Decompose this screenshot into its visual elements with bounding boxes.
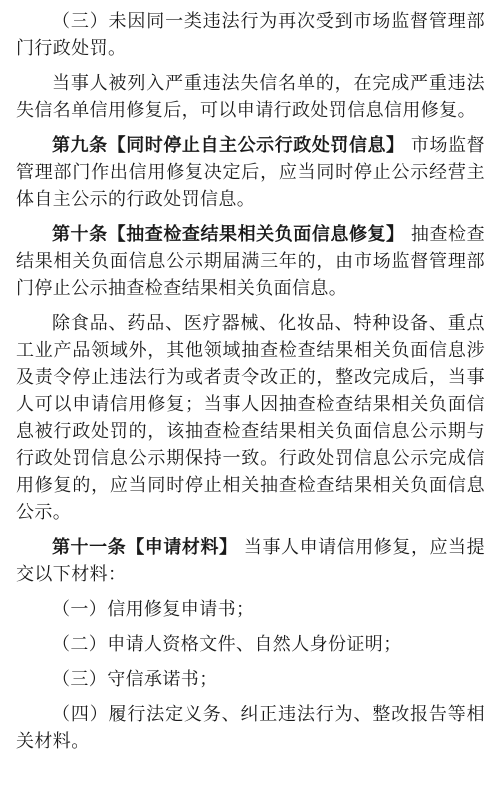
article-heading: 第九条【同时停止自主公示行政处罚信息】 bbox=[52, 135, 405, 156]
list-item bbox=[16, 666, 485, 693]
article-10 bbox=[16, 221, 485, 302]
article-11 bbox=[16, 534, 485, 588]
article-heading: 第十一条【申请材料】 bbox=[52, 537, 238, 558]
article-heading: 第十条【抽查检查结果相关负面信息修复】 bbox=[52, 224, 405, 245]
paragraph-text: 当事人被列入严重违法失信名单的，在完成严重违法失信名单信用修复后，可以申请行政处罚信息信用修复。 bbox=[16, 73, 485, 121]
list-item bbox=[16, 701, 485, 755]
list-item-text: （四）履行法定义务、纠正违法行为、整改报告等相关材料。 bbox=[16, 704, 485, 752]
article-9 bbox=[16, 132, 485, 213]
paragraph-text: （三）未因同一类违法行为再次受到市场监督管理部门行政处罚。 bbox=[16, 11, 485, 59]
paragraph-text: 除食品、药品、医疗器械、化妆品、特种设备、重点工业产品领域外，其他领域抽查检查结果相关负面信息涉及责令停止违法行为或者责令改正的，整改完成后，当事人可以申请信用修复；当事人因抽查检查结果相关负面信息被行政处罚的，该抽查检查结果相关负面信息公示期与行政处罚信息公示期保持一致。行政处罚信息公示完成信用修复的，应当同时停止相关抽查检查结果相关负面信息公示。 bbox=[16, 313, 485, 523]
paragraph-text: 当事人申请信用修复，应当提交以下材料： bbox=[16, 537, 486, 585]
list-item-text: （一）信用修复申请书； bbox=[52, 599, 255, 620]
paragraph-clause-3 bbox=[16, 8, 485, 62]
paragraph-text: 抽查检查结果相关负面信息公示期届满三年的，由市场监督管理部门停止公示抽查检查结果相关负面信息。 bbox=[16, 224, 485, 299]
list-item-text: （二）申请人资格文件、自然人身份证明； bbox=[52, 634, 402, 655]
paragraph-serious-list-note bbox=[16, 70, 485, 124]
list-item bbox=[16, 631, 485, 658]
paragraph-exceptions bbox=[16, 310, 485, 526]
paragraph-text: 市场监督管理部门作出信用修复决定后，应当同时停止公示经营主体自主公示的行政处罚信息。 bbox=[16, 135, 485, 210]
list-item bbox=[16, 596, 485, 623]
list-item-text: （三）守信承诺书； bbox=[52, 669, 218, 690]
